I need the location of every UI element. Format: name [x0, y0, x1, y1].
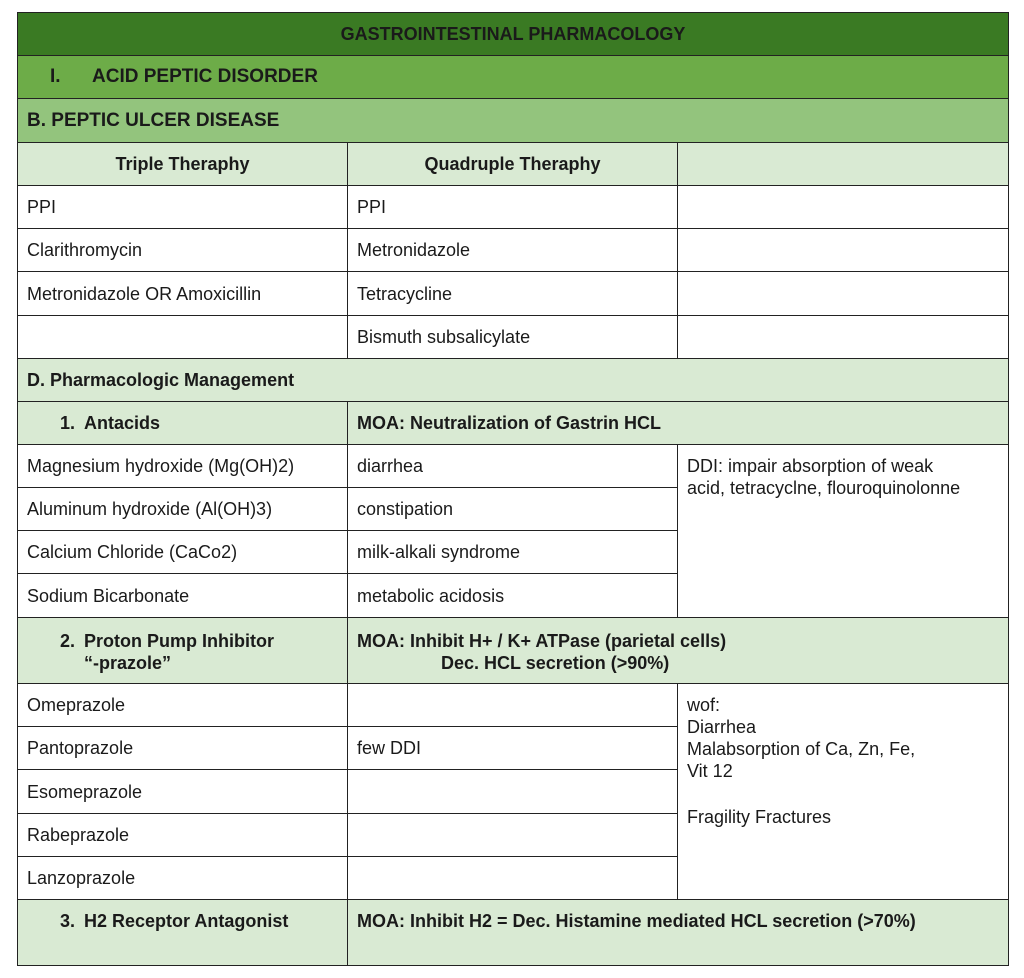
table-cell: Metronidazole OR Amoxicillin: [18, 272, 348, 316]
therapy-header-row: [18, 143, 1009, 186]
table-cell: [348, 857, 678, 900]
table-cell: Bismuth subsalicylate: [348, 316, 678, 359]
table-cell: Tetracycline: [348, 272, 678, 316]
h2ra-header-row: [18, 900, 1009, 966]
h2ra-moa: MOA: Inhibit H2 = Dec. Histamine mediated HCL secretion (>70%): [348, 900, 1009, 966]
ppi-wof-note: wof: Diarrhea Malabsorption of Ca, Zn, Fe, Vit 12 Fragility Fractures: [678, 684, 1009, 900]
table-row: [18, 684, 1009, 727]
table-row: [18, 445, 1009, 488]
table-cell: [678, 186, 1009, 229]
table-cell: Metronidazole: [348, 229, 678, 272]
pharmacology-table: [17, 12, 1009, 966]
section-acid-peptic-disorder: I. ACID PEPTIC DISORDER: [18, 56, 1009, 99]
table-cell: Calcium Chloride (CaCo2): [18, 531, 348, 574]
table-cell: PPI: [348, 186, 678, 229]
table-cell: Lanzoprazole: [18, 857, 348, 900]
table-row: [18, 316, 1009, 359]
antacids-ddi-note: DDI: impair absorption of weak acid, tetracyclne, flouroquinolonne: [678, 445, 1009, 618]
table-cell: [18, 316, 348, 359]
table-title: GASTROINTESTINAL PHARMACOLOGY: [18, 13, 1009, 56]
table-row: [18, 272, 1009, 316]
table-cell: few DDI: [348, 727, 678, 770]
table-cell: Pantoprazole: [18, 727, 348, 770]
antacids-label: 1. Antacids: [18, 402, 348, 445]
table-cell: [678, 229, 1009, 272]
table-cell: [348, 684, 678, 727]
ppi-moa: MOA: Inhibit H+ / K+ ATPase (parietal cells) Dec. HCL secretion (>90%): [348, 618, 1009, 684]
ppi-label: 2. Proton Pump Inhibitor “-prazole”: [18, 618, 348, 684]
table-cell: [678, 316, 1009, 359]
table-cell: [678, 272, 1009, 316]
antacids-header-row: [18, 402, 1009, 445]
table-cell: constipation: [348, 488, 678, 531]
header-empty: [678, 143, 1009, 186]
table-cell: Sodium Bicarbonate: [18, 574, 348, 618]
table-cell: milk-alkali syndrome: [348, 531, 678, 574]
table-cell: Esomeprazole: [18, 770, 348, 814]
table-cell: Aluminum hydroxide (Al(OH)3): [18, 488, 348, 531]
table-cell: Clarithromycin: [18, 229, 348, 272]
table-cell: metabolic acidosis: [348, 574, 678, 618]
table-cell: [348, 770, 678, 814]
table-cell: Rabeprazole: [18, 814, 348, 857]
table-cell: PPI: [18, 186, 348, 229]
table-cell: diarrhea: [348, 445, 678, 488]
section-pharmacologic-management: D. Pharmacologic Management: [18, 359, 1009, 402]
header-triple-therapy: Triple Theraphy: [18, 143, 348, 186]
ppi-header-row: [18, 618, 1009, 684]
section-peptic-ulcer-disease: B. PEPTIC ULCER DISEASE: [18, 99, 1009, 143]
header-quadruple-therapy: Quadruple Theraphy: [348, 143, 678, 186]
table-cell: Magnesium hydroxide (Mg(OH)2): [18, 445, 348, 488]
h2ra-label: 3. H2 Receptor Antagonist: [18, 900, 348, 966]
table-cell: [348, 814, 678, 857]
table-row: [18, 229, 1009, 272]
table-row: [18, 186, 1009, 229]
antacids-moa: MOA: Neutralization of Gastrin HCL: [348, 402, 1009, 445]
table-cell: Omeprazole: [18, 684, 348, 727]
